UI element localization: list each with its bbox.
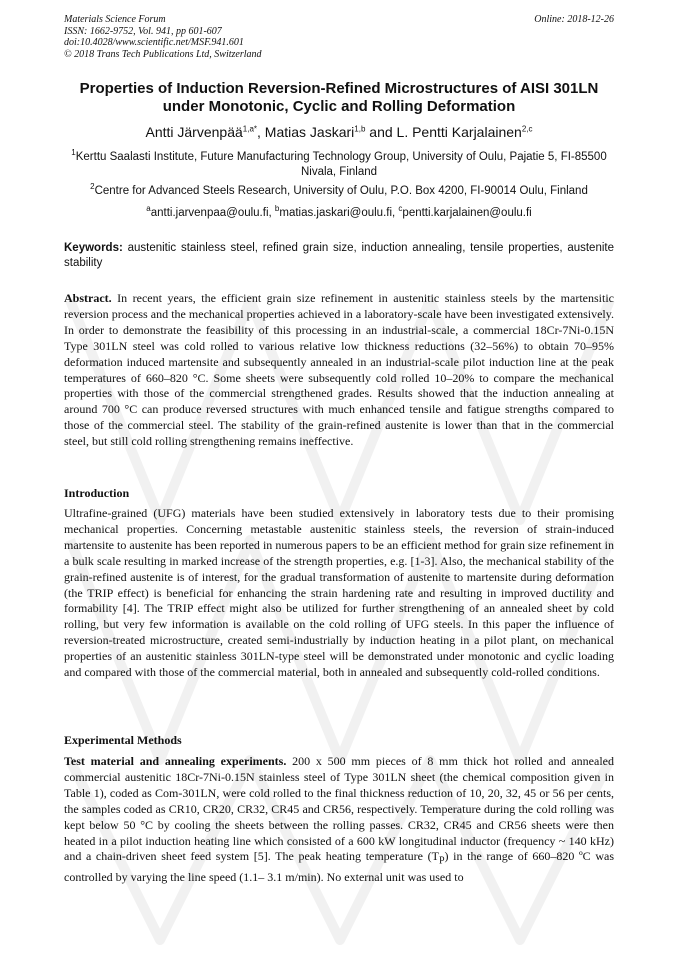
subsection-label: Test material and annealing experiments.	[64, 754, 287, 768]
journal-name: Materials Science Forum	[64, 14, 166, 25]
keywords	[64, 241, 614, 271]
section-heading-introduction: Introduction	[64, 486, 130, 500]
keywords-text: austenitic stainless steel, refined grain size, induction annealing, tensile properties, austenite stability	[64, 242, 614, 269]
experimental-text: Test material and annealing experiments. 200 x 500 mm pieces of 8 mm thick hot rolled and annealed commercial austenitic 18Cr-7Ni-0.15N stainless steel of Type 301LN sheet (the chemical composition given in Table 1), coded as Com-301LN, were cold rolled to the final thickness reduction of 10, 20, 32, 45 or 56 per cents, the samples coded as CR10, CR20, CR32, CR45 and CR56, respectively. Temperature during the cold rolling was kept below 50 °C by cooling the sheets between the rolling passes. CR32, CR45 and CR56 sheets were then heated in a pilot induction heating line which consisted of a 600 kW longitudinal inductor (frequency ~ 140 kHz) and a chain-driven sheet feed system [5]. The peak heating temperature $(T_P)$ in the range of 660–820 ºC was controlled by varying the line speed (1.1– 3.1 m/min). No external unit was used to	[64, 754, 614, 884]
email-link[interactable]: pentti.karjalainen@oulu.fi	[402, 207, 532, 219]
author-sup: 1,a*	[242, 124, 258, 134]
author-name: Antti Järvenpää	[145, 124, 243, 140]
affiliation-1: $^1$Kerttu Saalasti Institute, Future Manufacturing Technology Group, University of Oulu, Pajatie 5, FI-85500 Nivala, Finland	[71, 148, 607, 178]
author-sup: 2,c	[521, 124, 533, 134]
affiliation-2: $^2$Centre for Advanced Steels Research, University of Oulu, P.O. Box 4200, FI-90014 Oulu, Finland	[90, 182, 588, 197]
author-name: L. Pentti Karjalainen	[396, 124, 522, 140]
email-link[interactable]: antti.jarvenpaa@oulu.fi	[150, 207, 269, 219]
online-date: Online: 2018-12-26	[534, 14, 614, 25]
author-sup: 1,b	[354, 124, 366, 134]
abstract-text: In recent years, the efficient grain size refinement in austenitic stainless steels by the martensitic reversion process and the mechanical properties achieved in a laboratory-scale have been investigated extensively. In order to demonstrate the feasibility of this processing in an industrial-scale, a commercial 18Cr-7Ni-0.15N Type 301LN steel was cold rolled to various relative low thickness reductions (32–56%) to obtain 70–95% deformation induced martensite and subsequently annealed in an industrial-scale pilot induction line at the peak temperatures of 660–820 °C. Some sheets were subsequently cold rolled 10–20% to compare the mechanical properties with those of the commercial strengthened grades. Results showed that the induction annealing at around 700 °C can produce reversed structures with much enhanced tensile and fatigue strengths compared to those of the commercial steel. The stability of the grain-refined austenite is lower than that in the commercial steel, but still cold rolling strengthening remains ineffective.	[64, 291, 614, 449]
author-name: Matias Jaskari	[264, 124, 355, 140]
author-emails: $^a$antti.jarvenpaa@oulu.fi, $^b$matias.jaskari@oulu.fi, $^c$pentti.karjalainen@oulu.fi	[146, 204, 532, 219]
section-heading-experimental: Experimental Methods	[64, 733, 182, 747]
introduction-text: Ultrafine-grained (UFG) materials have been studied extensively in laboratory tests due to their promising mechanical properties. Concerning metastable austenitic stainless steels, the reversion of strain-induced martensite to austenite has been reported in numerous papers to be an efficient method for grain size refinement in a bulk scale resulting in marked increase of the strength properties, e.g. [1-3]. Also, the mechanical stability of the grain-refined austenite is of interest, for the gradual transformation of austenite to martensite during deformation (the TRIP effect) is beneficial for enhancing the strain hardening rate and resulting in improved ductility and formability [4]. The TRIP effect might also be utilized for further strengthening of an annealed sheet by cold rolling, but very few information is available on the cold rolling of UFG steels. In this paper the influence of reversion-treated microstructure, created semi-industrially by induction heating in a pilot plant, on mechanical properties of an austenitic stainless 301LN-type steel will be demonstrated under monotonic and cyclic loading and compared with those of the commercial material, both in annealed and subsequently cold-rolled conditions.	[64, 506, 614, 680]
journal-header	[64, 14, 262, 60]
issn-line: ISSN: 1662-9752, Vol. 941, pp 601-607	[64, 25, 222, 37]
copyright-line: © 2018 Trans Tech Publications Ltd, Switzerland	[64, 48, 262, 60]
keywords-label: Keywords:	[64, 242, 123, 254]
author-list: Antti Järvenpää$^{1,a*}$, Matias Jaskari$^{1,b}$ and L. Pentti Karjalainen$^{2,c}$	[145, 124, 533, 140]
paper-title: Properties of Induction Reversion-Refined Microstructures of AISI 301LN under Monotonic, Cyclic and Rolling Deformation	[79, 80, 599, 115]
abstract	[64, 291, 614, 450]
email-link[interactable]: matias.jaskari@oulu.fi	[279, 207, 393, 219]
abstract-label: Abstract.	[64, 291, 112, 305]
doi-line[interactable]: doi:10.4028/www.scientific.net/MSF.941.601	[64, 37, 244, 48]
